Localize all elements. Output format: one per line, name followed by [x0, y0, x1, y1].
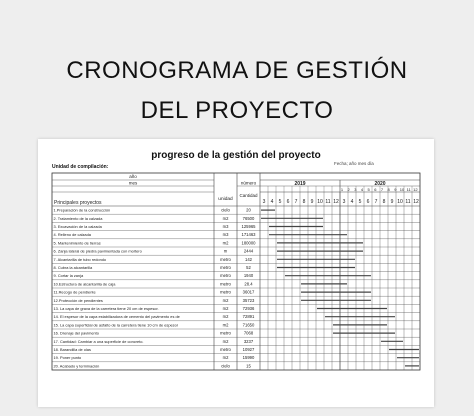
row-task-name: 10.Estructura de alcantarilla de caja	[53, 281, 116, 287]
header-year-label: año	[129, 174, 137, 179]
row-unit: m2	[222, 338, 229, 344]
row-quantity: 180000	[241, 240, 256, 246]
month-label: 6	[366, 199, 370, 205]
month-label: 9	[310, 199, 314, 205]
row-quantity: 1940	[243, 273, 254, 279]
row-task-name: 17. Cantidad: Cambiar a una superficie de concreto.	[53, 338, 144, 344]
row-quantity: 171463	[241, 232, 256, 238]
month-label: 4	[360, 187, 364, 192]
sheet-title: progreso de la gestión del proyecto	[151, 150, 321, 161]
header-principal-label: Principales proyectos	[54, 200, 102, 206]
row-quantity: 3237	[243, 338, 254, 344]
row-unit: m2	[222, 240, 229, 246]
month-label: 1	[340, 187, 344, 192]
month-label: 11	[325, 199, 331, 205]
row-task-name: 18. Barandilla de olas	[53, 347, 91, 352]
month-label: 10	[399, 187, 405, 192]
unit-label: Unidad de compilación:	[52, 164, 109, 170]
row-quantity: 76500	[242, 215, 255, 221]
row-task-name: 16. Drenaje del pavimento	[53, 330, 99, 336]
row-quantity: 72891	[242, 314, 255, 320]
row-task-name: 5. Mantenimiento de tierras	[53, 240, 101, 246]
row-quantity: 35723	[242, 297, 255, 303]
row-unit: m2	[222, 306, 229, 311]
header-month-label: mes	[128, 180, 138, 186]
header-unit-label: unidad	[218, 197, 233, 202]
header-quantity-label: Cantidad	[239, 193, 258, 198]
month-label: 4	[270, 199, 274, 205]
row-quantity: 15990	[242, 355, 255, 361]
row-unit: metro	[220, 347, 231, 352]
row-task-name: 14. El espesor de la capa estabilizadora de cemento del pavimento es de	[53, 314, 180, 320]
month-label: 5	[367, 187, 370, 192]
row-quantity: 36017	[242, 289, 255, 295]
row-quantity: 142	[245, 256, 252, 262]
month-label: 10	[397, 199, 403, 205]
header-year-2019: 2019	[294, 180, 306, 187]
row-task-name: 2. Tratamiento de la calzada	[53, 215, 103, 221]
month-label: 11	[406, 187, 411, 192]
row-quantity: 2444	[243, 248, 254, 254]
row-task-name: 19. Poner punto	[53, 355, 82, 361]
row-quantity: 28.4	[244, 281, 253, 287]
month-label: 9	[394, 187, 397, 192]
row-task-name: 7. Alcantarilla de tubo redondo	[53, 256, 107, 262]
row-unit: metro	[220, 265, 231, 270]
row-unit: metro	[220, 273, 231, 279]
month-label: 8	[387, 187, 390, 192]
row-quantity: 52	[246, 265, 251, 270]
row-unit: cielo	[221, 207, 230, 213]
month-label: 2	[347, 187, 350, 192]
month-label: 8	[302, 199, 306, 205]
row-quantity: 72936	[242, 306, 255, 311]
row-quantity: 7068	[243, 330, 254, 336]
month-label: 12	[333, 199, 339, 205]
month-label: 10	[317, 199, 323, 205]
row-unit: metro	[220, 330, 231, 336]
row-task-name: 4. Relleno de calzada	[53, 232, 91, 238]
row-quantity: 125965	[241, 224, 256, 229]
month-label: 4	[350, 199, 354, 205]
month-label: 3	[342, 199, 346, 205]
row-task-name: 3. Excavación de la calzada	[53, 224, 102, 229]
row-unit: m2	[222, 297, 229, 303]
month-label: 7	[380, 187, 384, 192]
row-task-name: 1.Preparación de la construcción	[53, 207, 111, 213]
month-label: 6	[374, 187, 377, 192]
row-task-name: 8. Cubra la alcantarilla	[53, 265, 93, 270]
row-unit: cielo	[221, 363, 230, 369]
row-quantity: 15	[246, 363, 251, 369]
month-label: 3	[262, 199, 266, 205]
month-label: 7	[374, 199, 378, 205]
row-unit: metro	[220, 289, 231, 295]
month-label: 5	[358, 199, 362, 205]
row-unit: m3	[222, 224, 229, 229]
header-number-label: número	[240, 180, 257, 186]
page-title-line-2: DEL PROYECTO	[140, 97, 334, 124]
row-unit: m3	[222, 232, 229, 238]
row-task-name: 6. Zanja lateral de piedra pavimentada con mortero	[53, 248, 142, 254]
row-task-name: 15. La capa superficial de asfalto de la carretera tiene 10 cm de espesor	[53, 322, 179, 328]
row-quantity: 20	[246, 207, 251, 213]
row-unit: m2	[222, 322, 229, 328]
row-task-name: 13. La capa de grava de la carretera tiene 20 cm de espesor.	[53, 306, 159, 311]
month-label: 12	[413, 187, 418, 192]
schedule-sheet	[38, 139, 434, 407]
date-note: Fecha; año mes día	[334, 161, 374, 166]
header-year-2020: 2020	[374, 180, 386, 187]
row-unit: m2	[222, 314, 229, 320]
month-label: 12	[413, 199, 419, 205]
row-unit: m2	[222, 215, 229, 221]
month-label: 11	[405, 199, 411, 205]
row-unit: metro	[220, 256, 231, 262]
page-title-line-1: CRONOGRAMA DE GESTIÓN	[66, 57, 408, 84]
schedule-table	[38, 139, 434, 407]
row-unit: metro	[220, 281, 231, 287]
month-label: 7	[294, 199, 298, 205]
row-quantity: 10927	[242, 347, 255, 352]
row-unit: m	[223, 248, 228, 254]
row-unit: m2	[222, 355, 229, 361]
row-quantity: 71650	[242, 322, 255, 328]
row-task-name: 12.Protección de pendientes	[53, 297, 103, 303]
month-label: 8	[382, 199, 386, 205]
row-task-name: 20. Acabado y terminación	[53, 363, 100, 369]
month-label: 3	[354, 187, 357, 192]
month-label: 6	[286, 199, 290, 205]
row-task-name: 9. Cortar la zanja	[53, 273, 84, 279]
row-task-name: 11.Recogo de pendiente	[53, 289, 96, 295]
month-label: 5	[278, 199, 282, 205]
month-label: 9	[390, 199, 394, 205]
